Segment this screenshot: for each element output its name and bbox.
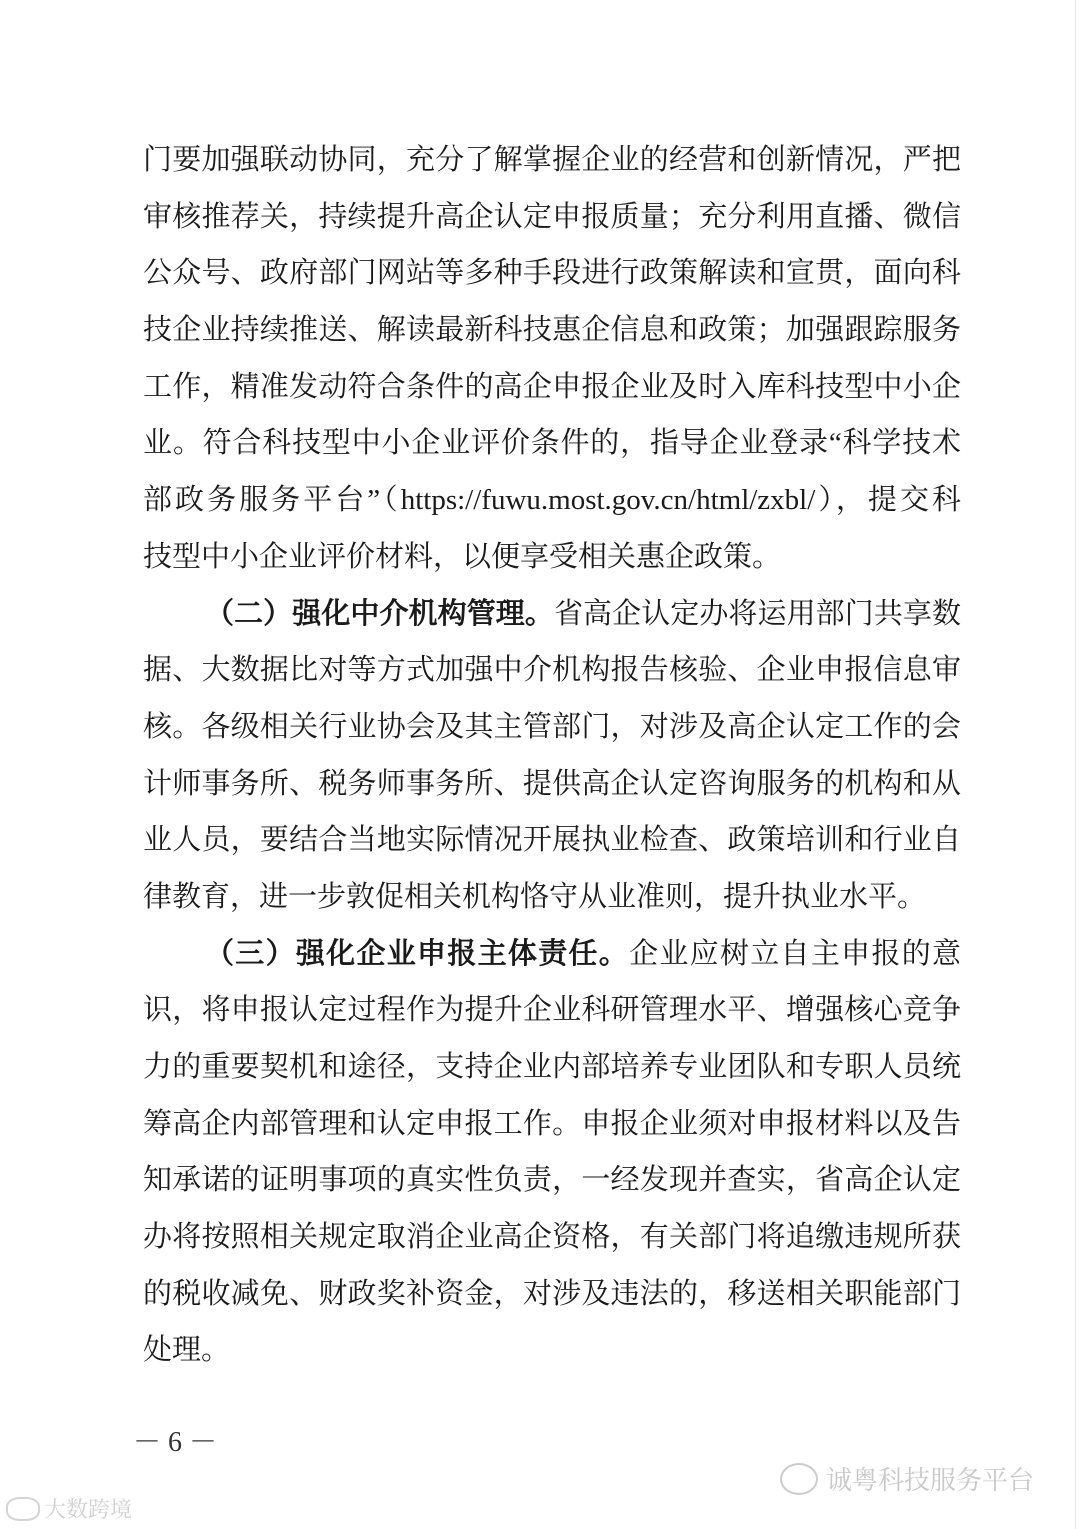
- line-text: 公众号、政府部门网站等多种手段进行政策解读和宣贯，面向科: [143, 257, 961, 290]
- line-text: 业人员，要结合当地实际情况开展执业检查、政策培训和行业自: [143, 824, 961, 857]
- text-line: [143, 415, 961, 472]
- line-text: 核。各级相关行业协会及其主管部门，对涉及高企认定工作的会: [143, 710, 961, 743]
- line-text: 技企业持续推送、解读最新科技惠企信息和政策；加强跟踪服务: [143, 314, 961, 347]
- text-line: [143, 189, 961, 246]
- line-text: 据、大数据比对等方式加强中介机构报告核验、企业申报信息审: [143, 654, 961, 687]
- line-text: 门要加强联动协同，充分了解掌握企业的经营和创新情况，严把: [143, 144, 961, 176]
- line-text: 省高企认定办将运用部门共享数: [553, 597, 961, 630]
- line-text: 工作，精准发动符合条件的高企申报企业及时入库科技型中小企: [143, 370, 961, 403]
- corner-watermark-text: 大数跨境: [44, 1497, 133, 1522]
- text-line: [143, 982, 961, 1039]
- page-edge: [1075, 0, 1076, 1529]
- corner-watermark: [6, 1493, 132, 1524]
- logo-icon: [6, 1497, 40, 1521]
- wechat-watermark-text: 诚粤科技服务平台: [826, 1465, 1035, 1495]
- line-text: 计师事务所、税务师事务所、提供高企认定咨询服务的机构和从: [143, 767, 961, 800]
- line-text: 办将按照相关规定取消企业高企资格，有关部门将追缴违规所获: [143, 1221, 961, 1254]
- text-line: [143, 1096, 961, 1153]
- text-line: [143, 1152, 961, 1209]
- text-line: [143, 132, 961, 189]
- text-line: [143, 642, 961, 699]
- text-line: [143, 1266, 961, 1323]
- text-line: [143, 1322, 961, 1379]
- section-heading: （三）强化企业申报主体责任。: [205, 937, 630, 970]
- text-line: [143, 1209, 961, 1266]
- line-text: 技型中小企业评价材料，以便享受相关惠企政策。: [143, 540, 782, 573]
- line-text: 的税收减免、财政奖补资金，对涉及违法的，移送相关职能部门: [143, 1277, 961, 1310]
- text-line: [143, 586, 961, 643]
- line-text: 部政务服务平台”（https://fuwu.most.gov.cn/html/zxbl/），提交科: [143, 484, 961, 517]
- section-heading: （二）强化中介机构管理。: [205, 597, 554, 630]
- wechat-watermark: [780, 1460, 1034, 1497]
- wechat-icon: [780, 1463, 818, 1495]
- line-text: 力的重要契机和途径，支持企业内部培养专业团队和专职人员统: [143, 1051, 961, 1083]
- text-line: [143, 812, 961, 869]
- text-line: [143, 699, 961, 756]
- text-line: [143, 756, 961, 813]
- text-line: [143, 359, 961, 416]
- text-line: [143, 302, 961, 359]
- line-text: 处理。: [143, 1334, 231, 1367]
- text-line: [143, 1039, 961, 1096]
- line-text: 审核推荐关，持续提升高企认定申报质量；充分利用直播、微信: [143, 200, 961, 233]
- line-text: 企业应树立自主申报的意: [629, 937, 961, 970]
- document-body: [143, 132, 961, 1379]
- text-line: [143, 869, 961, 926]
- page-number: － 6 －: [133, 1427, 218, 1458]
- line-text: 识，将申报认定过程作为提升企业科研管理水平、增强核心竞争: [143, 994, 961, 1027]
- text-line: [143, 926, 961, 983]
- line-text: 筹高企内部管理和认定申报工作。申报企业须对申报材料以及告: [143, 1107, 961, 1140]
- line-text: 知承诺的证明事项的真实性负责，一经发现并查实，省高企认定: [143, 1164, 961, 1197]
- line-text: 业。符合科技型中小企业评价条件的，指导企业登录“科学技术: [143, 427, 961, 460]
- text-line: [143, 529, 961, 586]
- line-text: 律教育，进一步敦促相关机构恪守从业准则，提升执业水平。: [143, 880, 927, 913]
- text-line: [143, 245, 961, 302]
- text-line: [143, 472, 961, 529]
